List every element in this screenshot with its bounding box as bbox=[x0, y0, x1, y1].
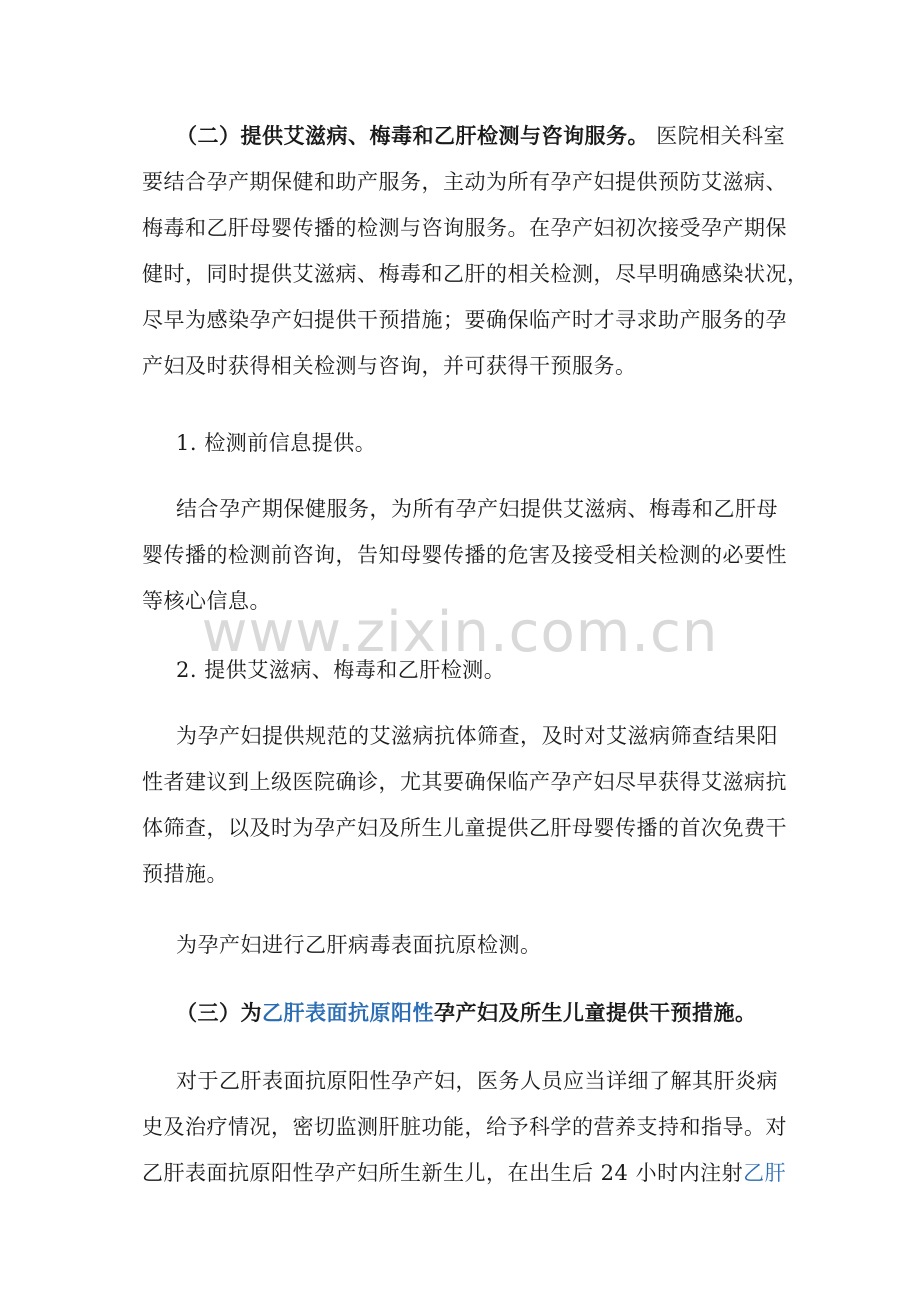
item-2-title: 2. 提供艾滋病、梅毒和乙肝检测。 bbox=[176, 658, 506, 682]
item-1-body bbox=[142, 486, 790, 624]
section-2 bbox=[142, 113, 809, 389]
item-1-line: 婴传播的检测前咨询，告知母婴传播的危害及接受相关检测的必要性 bbox=[142, 543, 787, 567]
section-2-line: 产妇及时获得相关检测与咨询，并可获得干预服务。 bbox=[142, 354, 637, 378]
section-2-line: 健时，同时提供艾滋病、梅毒和乙肝的相关检测，尽早明确感染状况， bbox=[142, 262, 809, 286]
section-2-line-1 bbox=[142, 113, 790, 159]
item-2-line: 体筛查，以及时为孕产妇及所生儿童提供乙肝母婴传播的首次免费干 bbox=[142, 816, 787, 840]
section-3-heading bbox=[142, 990, 790, 1036]
section-2-line: 要结合孕产期保健和助产服务，主动为所有孕产妇提供预防艾滋病、 bbox=[142, 170, 787, 194]
section-3-last-line-link[interactable]: 乙肝 bbox=[743, 1161, 787, 1185]
item-2 bbox=[142, 647, 790, 693]
section-3 bbox=[142, 990, 790, 1036]
section-3-last-line-text: 乙肝表面抗原阳性孕产妇所生新生儿，在出生后 24 小时内注射 bbox=[142, 1161, 744, 1185]
section-3-last-line bbox=[142, 1150, 790, 1196]
section-3-heading-prefix: （三）为 bbox=[176, 1001, 262, 1025]
section-2-line-1-tail: 医院相关科室 bbox=[656, 124, 786, 148]
section-3-body bbox=[142, 1058, 790, 1196]
item-2-line: 为孕产妇提供规范的艾滋病抗体筛查，及时对艾滋病筛查结果阳 bbox=[176, 724, 778, 748]
item-1-title: 1. 检测前信息提供。 bbox=[176, 431, 377, 455]
section-2-line: 梅毒和乙肝母婴传播的检测与咨询服务。在孕产妇初次接受孕产期保 bbox=[142, 216, 787, 240]
item-2-extra bbox=[142, 922, 790, 968]
item-2-extra-line: 为孕产妇进行乙肝病毒表面抗原检测。 bbox=[176, 933, 542, 957]
watermark: www.zixin.com.cn bbox=[201, 600, 719, 665]
item-1 bbox=[142, 420, 790, 466]
item-1-line: 结合孕产期保健服务，为所有孕产妇提供艾滋病、梅毒和乙肝母 bbox=[176, 497, 778, 521]
section-3-line: 史及治疗情况，密切监测肝脏功能，给予科学的营养支持和指导。对 bbox=[142, 1115, 787, 1139]
section-3-heading-suffix: 孕产妇及所生儿童提供干预措施。 bbox=[434, 1001, 757, 1025]
section-2-line: 尽早为感染孕产妇提供干预措施；要确保临产时才寻求助产服务的孕 bbox=[142, 308, 787, 332]
section-2-heading: （二）提供艾滋病、梅毒和乙肝检测与咨询服务。 bbox=[176, 124, 649, 148]
section-3-heading-link[interactable]: 乙肝表面抗原阳性 bbox=[262, 1001, 434, 1025]
item-2-body bbox=[142, 713, 790, 897]
item-1-line: 等核心信息。 bbox=[142, 589, 271, 613]
item-2-line: 性者建议到上级医院确诊，尤其要确保临产孕产妇尽早获得艾滋病抗 bbox=[142, 770, 787, 794]
item-2-line: 预措施。 bbox=[142, 862, 228, 886]
section-3-line: 对于乙肝表面抗原阳性孕产妇，医务人员应当详细了解其肝炎病 bbox=[176, 1069, 778, 1093]
